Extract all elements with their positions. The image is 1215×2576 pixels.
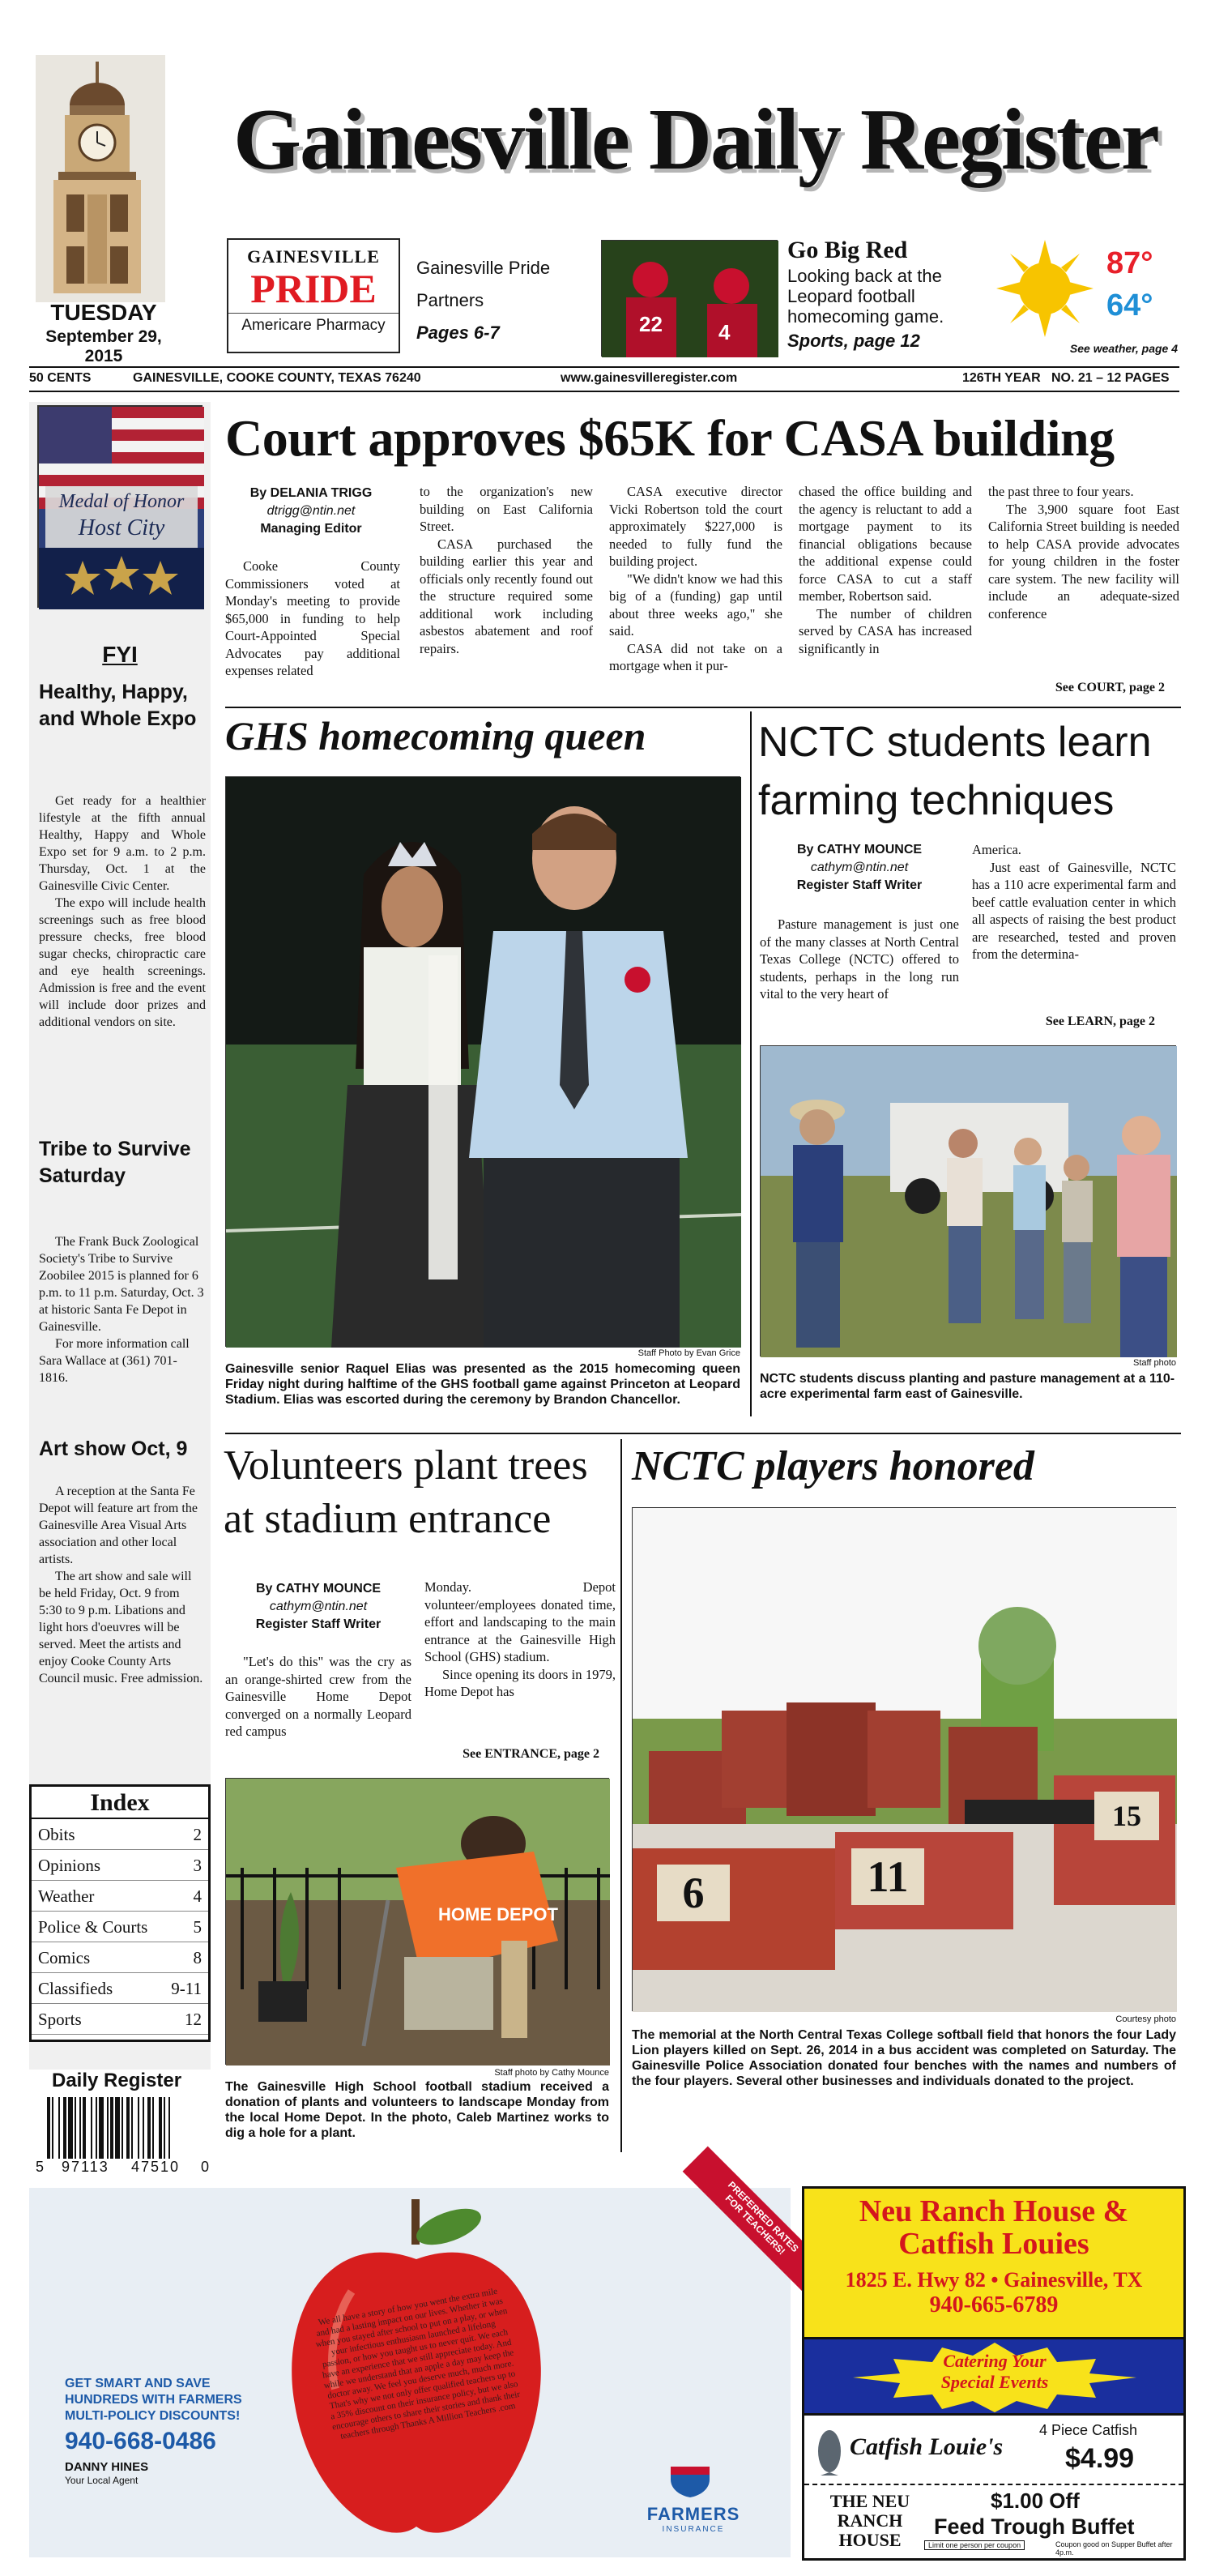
pride-promo[interactable]: GAINESVILLE PRIDE Americare Pharmacy Gainesville Pride Partners Pages 6-7	[227, 238, 583, 355]
farmers-insurance-ad[interactable]	[29, 2179, 801, 2557]
farmers-agent: DANNY HINES	[65, 2460, 149, 2474]
dateline-top-rule	[29, 366, 1179, 368]
dateline-bottom-rule	[29, 391, 1179, 392]
farmers-apple-text: We all have a story of how you went the extra mile and had a lasting impact on our lives. Whether it was when you stayed after school to put on a play, or when your infectious enthusiasm launched a lifelong passion, or how you taught us to never quit. We each have an experience that we still appreciate today. And while we understand that an apple a day may keep the doctor away. We feel you deserve much, much more. That's why we not only offer qualified teachers up to a 35% discount on their insurance policy, but we also encourage others to share their stories and thank their teachers through Thanks A Million Teachers .com	[314, 2286, 521, 2441]
casa-jump-link[interactable]: See COURT, page 2	[1055, 681, 1165, 694]
trees-column-2: Monday. Depot volunteer/employees donated time, effort and landscaping to the main entrance at the Gainesville High School (GHS) stadium. Since opening its doors in 1979, Home Depot has	[424, 1579, 616, 1699]
weather-widget[interactable]	[993, 235, 1187, 365]
catering-banner: Catering Your Special Events	[804, 2339, 1183, 2416]
pride-logo: GAINESVILLE PRIDE Americare Pharmacy	[227, 238, 400, 353]
barcode-bar	[47, 2097, 50, 2159]
sports-promo[interactable]: 22 4 Go Big Red Looking back at the Leopard football homecoming game. Sports, page 12	[601, 237, 974, 358]
index-page: 9-11	[171, 1979, 202, 1998]
index-list	[32, 1819, 208, 2035]
index-page: 5	[193, 1917, 202, 1937]
sports-promo-headline: Go Big Red	[787, 237, 908, 263]
barcode-bar	[91, 2097, 92, 2159]
index-label: Obits	[38, 1825, 75, 1844]
casa-column-1: Cooke County Commissioners voted at Monday's meeting to provide $65,000 in funding to help Court-Appointed Special Advocates pay additional expenses related	[225, 558, 400, 678]
bench-number: 6	[682, 1869, 705, 1917]
barcode: Daily Register 5 97113 47510 0	[36, 2070, 214, 2178]
nctc-jump-link[interactable]: See LEARN, page 2	[1045, 1015, 1155, 1028]
casa-column-5: the past three to four years. The 3,900 square foot East California Street building is needed to help CASA provide advocates for young children in the foster care system. The new facility will include an adequate-sized conference	[988, 484, 1179, 622]
index-page: 8	[193, 1948, 202, 1967]
queen-caption: Gainesville senior Raquel Elias was presented as the 2015 homecoming queen Friday night during halftime of the GHS football game against Princeton at Leopard Stadium. Elias was escorted during the ceremony by Brandon Chancellor.	[225, 1362, 740, 1407]
barcode-bar	[110, 2097, 113, 2159]
svg-text:4: 4	[718, 320, 731, 344]
index-page: 3	[193, 1856, 202, 1875]
queen-photo-credit: Staff Photo by Evan Grice	[637, 1348, 740, 1358]
nctc-headline[interactable]: NCTC students learn farming techniques	[758, 719, 1152, 824]
nctc-caption: NCTC students discuss planting and pasture management at a 110-acre experimental farm east of Gainesville.	[760, 1372, 1175, 1401]
nctc-photo-credit: Staff photo	[1132, 1358, 1176, 1368]
index-label: Sports	[38, 2010, 82, 2029]
catfish-icon	[809, 2427, 850, 2476]
barcode-bar	[107, 2097, 109, 2159]
index-label: Opinions	[38, 1856, 101, 1875]
issue-number: NO. 21 – 12 PAGES	[1051, 371, 1170, 385]
fyi-item-body: A reception at the Santa Fe Depot will feature art from the Gainesville Area Visual Arts association and other local artists. The art show and sale will be held Friday, Oct. 9 from 5:30 to 9 p.m. Libations and light hors d'oeuvres will be served. Meet the artists and enjoy Cooke County Arts Council music. Free admission.	[39, 1485, 203, 1685]
weather-low: 64°	[1106, 288, 1153, 323]
casa-column-4: chased the office building and the agency is reluctant to add a mortgage payment to its financial obligations because the additional expense could force CASA to cut a staff member, Robertson said. The number of children served by CASA has increased significantly in	[799, 484, 972, 656]
nctc-column-2: America. Just east of Gainesville, NCTC has a 110 acre experimental farm and beef cattle evaluation center in which all aspects of raising the best product are researched, tested and proven from the determina-	[972, 842, 1176, 962]
queen-headline[interactable]: GHS homecoming queen	[225, 713, 646, 758]
barcode-bar	[83, 2097, 86, 2159]
ranch-header: Neu Ranch House & Catfish Louies 1825 E. Hwy 82 • Gainesville, TX 940-665-6789	[804, 2189, 1183, 2339]
section-rule	[225, 707, 1181, 708]
trees-headline[interactable]: Volunteers plant trees at stadium entrance	[224, 1442, 588, 1542]
dateline-bar	[29, 370, 1179, 389]
index-box	[29, 1784, 211, 2042]
issue-day: TUESDAY	[50, 300, 157, 325]
barcode-bar	[99, 2097, 104, 2159]
barcode-bar	[126, 2097, 130, 2159]
nctc-column-1: Pasture management is just one of the many classes at North Central Texas College (NCTC) offered to students, perhaps in the long run vital to the very heart of	[760, 916, 959, 1002]
fyi-item-title: Tribe to Survive Saturday	[39, 1138, 191, 1187]
sun-icon	[996, 240, 1094, 337]
bench-number: 15	[1112, 1800, 1141, 1832]
farmers-agent-title: Your Local Agent	[65, 2475, 139, 2486]
index-row[interactable]	[32, 1850, 208, 1881]
casa-headline[interactable]: Court approves $65K for CASA building	[225, 409, 1115, 467]
barcode-bar	[131, 2097, 133, 2159]
weather-see: See weather, page 4	[1069, 342, 1178, 355]
fyi-item-body: Get ready for a healthier lifestyle at the fifth annual Healthy, Happy and Whole Expo set for 9 a.m. to 2 p.m. Thursday, Oct. 1 at the Gainesville Civic Center. The expo will include health screenings such as free blood pressure checks, free blood sugar checks, chiropractic care and eye health screenings. Admission is free and the event will include door prizes and additional vendors on site.	[39, 794, 206, 1029]
barcode-bar	[159, 2097, 162, 2159]
barcode-bar	[122, 2097, 123, 2159]
farmers-headline: GET SMART AND SAVE HUNDREDS WITH FARMERS MULTI-POLICY DISCOUNTS!	[65, 2377, 242, 2423]
preferred-rates-ribbon: PREFERRED RATES FOR TEACHERS!	[683, 2147, 834, 2298]
barcode-bar	[52, 2097, 53, 2159]
index-label: Classifieds	[38, 1979, 113, 1998]
casa-byline: By DELANIA TRIGG dtrigg@ntin.net Managing Editor	[249, 486, 373, 536]
trees-byline: By CATHY MOUNCE cathym@ntin.net Register Staff Writer	[255, 1582, 382, 1631]
farmers-shield-icon	[667, 2463, 713, 2499]
index-row[interactable]	[32, 1942, 208, 1973]
index-label: Police & Courts	[38, 1917, 148, 1937]
index-row[interactable]	[32, 1912, 208, 1942]
fyi-heading: FYI	[102, 642, 138, 667]
football-players-photo	[601, 240, 778, 357]
barcode-bar	[75, 2097, 76, 2159]
medal-of-honor-badge: Medal of Honor Host City	[37, 405, 202, 608]
barcode-bar	[138, 2097, 139, 2159]
fyi-item-title: Art show Oct, 9	[39, 1438, 188, 1460]
trees-caption: The Gainesville High School football stadium received a donation of plants and volunteers to landscape Monday from the local Home Depot. In the photo, Caleb Martinez works to dig a hole for a plant.	[225, 2080, 609, 2140]
clock-tower-logo	[36, 55, 165, 302]
index-row[interactable]	[32, 1973, 208, 2004]
index-row[interactable]	[32, 2004, 208, 2035]
svg-text:22: 22	[639, 312, 663, 336]
neu-ranch-house-ad[interactable]	[802, 2186, 1186, 2561]
farmers-brand-sub: INSURANCE	[662, 2525, 725, 2534]
softball-memorial-photo	[632, 1507, 1176, 2011]
index-page: 4	[193, 1886, 202, 1906]
price: 50 CENTS	[29, 371, 92, 385]
fyi-item-body: The Frank Buck Zoological Society's Tribe to Survive Zoobilee 2015 is planned for 6 p.m. to 11 p.m. Saturday, Oct. 3 at historic Santa Fe Depot in Gainesville. For more information call Sara Wallace at (361) 701-1816.	[39, 1235, 204, 1385]
barcode-bars	[36, 2097, 214, 2159]
barcode-bar	[68, 2097, 73, 2159]
farmers-phone[interactable]: 940-668-0486	[65, 2428, 216, 2454]
catfish-coupon[interactable]: Catfish Louie's 4 Piece Catfish $4.99	[804, 2416, 1183, 2485]
casa-column-3: CASA executive director Vicki Robertson told the court approximately $227,000 is needed to fully fund the building project. "We didn't know we had this big of a (funding) gap until about three weeks ago," she said. CASA did not take on a mortgage when it pur-	[609, 484, 782, 673]
trees-column-1: "Let's do this" was the cry as an orange-shirted crew from the Gainesville Home Depot converged on a normally Leopard red campus	[225, 1654, 411, 1739]
trees-photo-credit: Staff photo by Cathy Mounce	[494, 2068, 609, 2078]
index-label: Weather	[38, 1886, 95, 1906]
fyi-item-title: Healthy, Happy, and Whole Expo	[39, 681, 197, 730]
newspaper-title: Gainesville Daily Register	[233, 92, 1158, 188]
index-row[interactable]	[32, 1881, 208, 1912]
index-label: Comics	[38, 1948, 91, 1967]
barcode-bar	[147, 2097, 151, 2159]
section-rule	[225, 1433, 1181, 1434]
index-page: 2	[193, 1825, 202, 1844]
players-headline[interactable]: NCTC players honored	[632, 1443, 1034, 1489]
barcode-bar	[168, 2097, 170, 2159]
svg-text:HOME DEPOT: HOME DEPOT	[438, 1904, 558, 1925]
column-divider	[620, 1439, 622, 2152]
barcode-bar	[152, 2097, 154, 2159]
barcode-bar	[115, 2097, 120, 2159]
trees-jump-link[interactable]: See ENTRANCE, page 2	[463, 1747, 599, 1761]
barcode-bar	[58, 2097, 60, 2159]
players-photo-credit: Courtesy photo	[1115, 2014, 1176, 2024]
homecoming-queen-photo	[225, 776, 740, 1347]
column-divider	[750, 711, 752, 1416]
index-page: 12	[185, 2010, 202, 2029]
issue-date: September 29, 2015	[45, 327, 162, 365]
farmers-brand: FARMERS	[646, 2504, 740, 2524]
website-link[interactable]: www.gainesvilleregister.com	[561, 371, 738, 385]
index-title: Index	[32, 1787, 208, 1819]
barcode-bar	[143, 2097, 144, 2159]
buffet-coupon[interactable]: THE NEU RANCH HOUSE $1.00 Off Feed Trough Buffet Limit one person per coupon Coupon good on Supper Buffet after 4p.m.	[829, 2488, 1173, 2557]
barcode-bar	[96, 2097, 97, 2159]
home-depot-volunteer-photo	[225, 1778, 609, 2065]
casa-column-2: to the organization's new building on East California Street. CASA purchased the building earlier this year and officials only recently found out the structure required some additional work including asbestos abatement and roof repairs.	[420, 484, 593, 656]
weather-high: 87°	[1106, 246, 1153, 280]
barcode-bar	[79, 2097, 81, 2159]
nctc-students-photo	[760, 1045, 1176, 1356]
players-caption: The memorial at the North Central Texas College softball field that honors the four Lady Lion players killed on Sept. 26, 2014 in a bus accident was completed on Saturday. The Gainesville Police Association donated four benches with the names and numbers of the four players. Several other businesses and individuals donated to the project.	[632, 2028, 1176, 2088]
bench-number: 11	[867, 1852, 909, 1901]
barcode-bar	[164, 2097, 165, 2159]
year: 126TH YEAR	[962, 371, 1041, 385]
location: GAINESVILLE, COOKE COUNTY, TEXAS 76240	[133, 371, 421, 385]
index-row[interactable]	[32, 1819, 208, 1850]
nctc-byline: By CATHY MOUNCE cathym@ntin.net Register Staff Writer	[796, 843, 923, 892]
barcode-bar	[63, 2097, 66, 2159]
